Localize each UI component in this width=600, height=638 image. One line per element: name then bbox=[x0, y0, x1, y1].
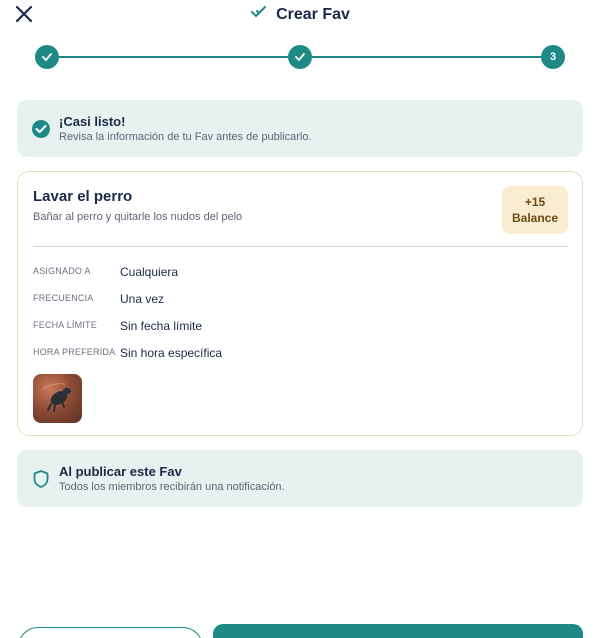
check-icon bbox=[41, 51, 53, 63]
detail-label: FECHA LÍMITE bbox=[33, 320, 97, 330]
fav-check-icon bbox=[250, 3, 268, 26]
ready-title: ¡Casi listo! bbox=[59, 114, 126, 129]
reward-badge bbox=[502, 186, 568, 234]
task-summary-card bbox=[17, 171, 583, 436]
check-circle-icon bbox=[31, 119, 51, 139]
detail-label: ASIGNADO A bbox=[33, 266, 91, 276]
step-2-completed bbox=[288, 45, 312, 69]
task-description: Bañar al perro y quitarle los nudos del pelo bbox=[33, 211, 243, 223]
detail-value: Una vez bbox=[120, 292, 165, 306]
header bbox=[0, 0, 600, 30]
task-title: Lavar el perro bbox=[33, 188, 133, 205]
header-title-group bbox=[0, 3, 600, 26]
step-1-completed bbox=[35, 45, 59, 69]
ready-subtitle: Revisa la información de tu Fav antes de publicarlo. bbox=[59, 131, 312, 143]
dog-photo-image bbox=[33, 374, 82, 423]
check-icon bbox=[294, 51, 306, 63]
publish-subtitle: Todos los miembros recibirán una notificación. bbox=[59, 481, 285, 493]
detail-row-deadline bbox=[33, 319, 553, 337]
page-title: Crear Fav bbox=[276, 5, 350, 23]
publish-info-banner bbox=[17, 450, 583, 507]
publish-button[interactable] bbox=[213, 624, 583, 638]
reward-amount: +15 bbox=[524, 195, 546, 209]
stepper-connector bbox=[312, 56, 541, 58]
detail-row-assigned bbox=[33, 265, 553, 283]
back-button[interactable] bbox=[18, 627, 203, 638]
divider bbox=[33, 246, 568, 247]
detail-label: HORA PREFERIDA bbox=[33, 347, 116, 357]
detail-row-preferred-time bbox=[33, 346, 553, 364]
detail-value: Sin fecha límite bbox=[120, 319, 203, 333]
reward-label: Balance bbox=[511, 211, 559, 225]
detail-row-frequency bbox=[33, 292, 553, 310]
detail-value: Sin hora específica bbox=[120, 346, 223, 360]
stepper-connector bbox=[59, 56, 288, 58]
step-3-current: 3 bbox=[541, 45, 565, 69]
publish-title: Al publicar este Fav bbox=[59, 464, 182, 479]
detail-label: FRECUENCIA bbox=[33, 293, 94, 303]
shield-icon bbox=[31, 469, 51, 489]
progress-stepper bbox=[35, 45, 565, 69]
ready-banner bbox=[17, 100, 583, 157]
task-photo-thumbnail[interactable] bbox=[33, 374, 82, 423]
detail-value: Cualquiera bbox=[120, 265, 179, 279]
